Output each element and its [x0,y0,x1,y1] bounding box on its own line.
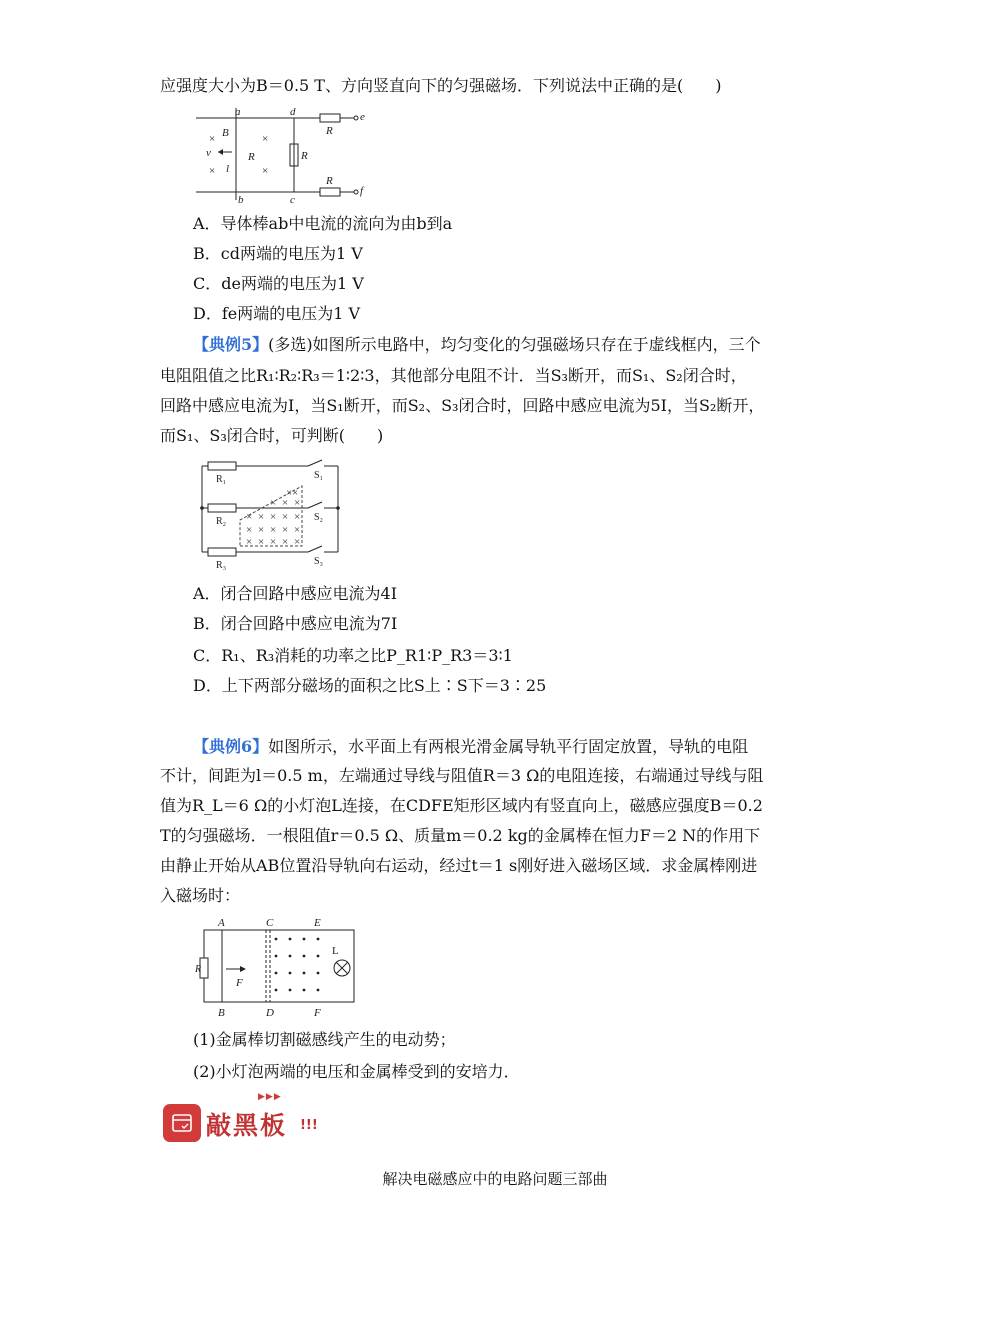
svg-text:×: × [292,487,299,499]
section-title: 解决电磁感应中的电路问题三部曲 [382,1170,608,1188]
svg-text:S₃: S₃ [314,556,324,567]
rail-circuit-figure [190,104,380,208]
svg-text:×: × [258,511,265,523]
svg-text:d: d [290,106,296,118]
example6-tag: 【典例6】 [193,737,269,756]
svg-text:×: × [270,524,277,536]
svg-text:E: E [314,917,321,929]
svg-text:×: × [294,497,301,509]
blackboard-icon [163,1104,201,1142]
example6-line-4: T的匀强磁场．一根阻值r＝0.5 Ω、质量m＝0.2 kg的金属棒在恒力F＝2 N的作用下 [160,826,761,845]
svg-text:c: c [290,194,295,206]
question-1: (1)金属棒切割磁感线产生的电动势； [193,1030,456,1049]
svg-text:×: × [294,524,301,536]
svg-text:×: × [270,511,277,523]
svg-text:×: × [294,511,301,523]
option-d: D．fe两端的电压为1 V [193,304,361,323]
svg-text:B: B [222,127,229,139]
example5-tag: 【典例5】 [193,335,269,354]
svg-text:×: × [294,536,301,548]
svg-text:R: R [195,964,202,975]
svg-text:R₃: R₃ [216,560,227,571]
svg-text:C: C [266,917,274,929]
svg-text:R: R [301,150,308,162]
svg-text:A: A [218,917,225,929]
option-a: A．导体棒ab中电流的流向为由b到a [193,214,453,233]
example6-line-1: 【典例6】如图所示，水平面上有两根光滑金属导轨平行固定放置，导轨的电阻 [193,737,749,756]
svg-text:R: R [248,151,255,163]
svg-text:×: × [262,133,269,145]
svg-text:e: e [360,111,365,123]
svg-text:R: R [326,175,333,187]
example5-option-d: D．上下两部分磁场的面积之比S上∶S下＝3∶25 [193,676,547,695]
svg-text:R₁: R₁ [216,474,227,485]
svg-text:×: × [262,165,269,177]
svg-text:×: × [258,524,265,536]
badge-arrows: ▶▶▶ [258,1092,282,1102]
option-c: C．de两端的电压为1 V [193,274,364,293]
svg-text:l: l [226,163,230,175]
example5-option-c: C．R₁、R₃消耗的功率之比P_R1∶P_R3＝3∶1 [193,646,513,665]
svg-text:f: f [360,185,364,197]
example5-line-2: 电阻阻值之比R₁∶R₂∶R₃＝1∶2∶3，其他部分电阻不计．当S₃断开，而S₁、S₂闭合时， [160,366,747,385]
svg-text:×: × [286,487,293,499]
example5-line-4: 而S₁、S₃闭合时，可判断( ) [160,426,384,445]
svg-text:×: × [246,524,253,536]
badge-exclamation: !!! [300,1118,318,1133]
svg-text:×: × [258,536,265,548]
svg-text:R: R [326,125,333,137]
svg-text:F: F [314,1007,321,1019]
option-b: B．cd两端的电压为1 V [193,244,363,263]
svg-text:×: × [282,511,289,523]
badge-title: 敲黑板 [206,1111,288,1140]
example6-line-3: 值为R_L＝6 Ω的小灯泡L连接，在CDFE矩形区域内有竖直向上，磁感应强度B＝0.2 [160,796,763,815]
svg-text:v: v [206,147,211,159]
example5-line-1: 【典例5】(多选)如图所示电路中，均匀变化的匀强磁场只存在于虚线框内，三个 [193,335,761,354]
svg-text:F: F [236,977,243,989]
svg-text:×: × [246,536,253,548]
svg-text:a: a [235,106,241,118]
svg-text:S₁: S₁ [314,470,324,481]
svg-text:×: × [282,524,289,536]
example5-option-b: B．闭合回路中感应电流为7I [193,614,398,633]
svg-text:R₂: R₂ [216,516,227,527]
svg-text:S₂: S₂ [314,512,324,523]
svg-text:×: × [246,511,253,523]
svg-text:×: × [282,536,289,548]
svg-text:D: D [266,1007,274,1019]
svg-text:×: × [270,536,277,548]
example6-line-6: 入磁场时： [160,886,241,905]
example5-option-a: A．闭合回路中感应电流为4I [193,584,398,603]
svg-text:×: × [282,497,289,509]
example6-line-5: 由静止开始从AB位置沿导轨向右运动，经过t＝1 s刚好进入磁场区域．求金属棒刚进 [160,856,758,875]
example5-line-3: 回路中感应电流为I，当S₁断开，而S₂、S₃闭合时，回路中感应电流为5I，当S₂断开， [160,396,765,415]
question-2: (2)小灯泡两端的电压和金属棒受到的安培力． [193,1062,520,1081]
problem-text-line: 应强度大小为B＝0.5 T、方向竖直向下的匀强磁场．下列说法中正确的是( ) [160,76,722,95]
svg-text:L: L [332,945,339,957]
rail-lamp-figure [196,914,360,1020]
example6-line-2: 不计，间距为l＝0.5 m，左端通过导线与阻值R＝3 Ω的电阻连接，右端通过导线与阻 [160,766,764,785]
switch-circuit-figure [196,456,346,572]
svg-text:B: B [218,1007,225,1019]
svg-text:×: × [209,165,216,177]
svg-text:b: b [238,194,244,206]
svg-text:×: × [270,497,277,509]
svg-text:×: × [209,133,216,145]
